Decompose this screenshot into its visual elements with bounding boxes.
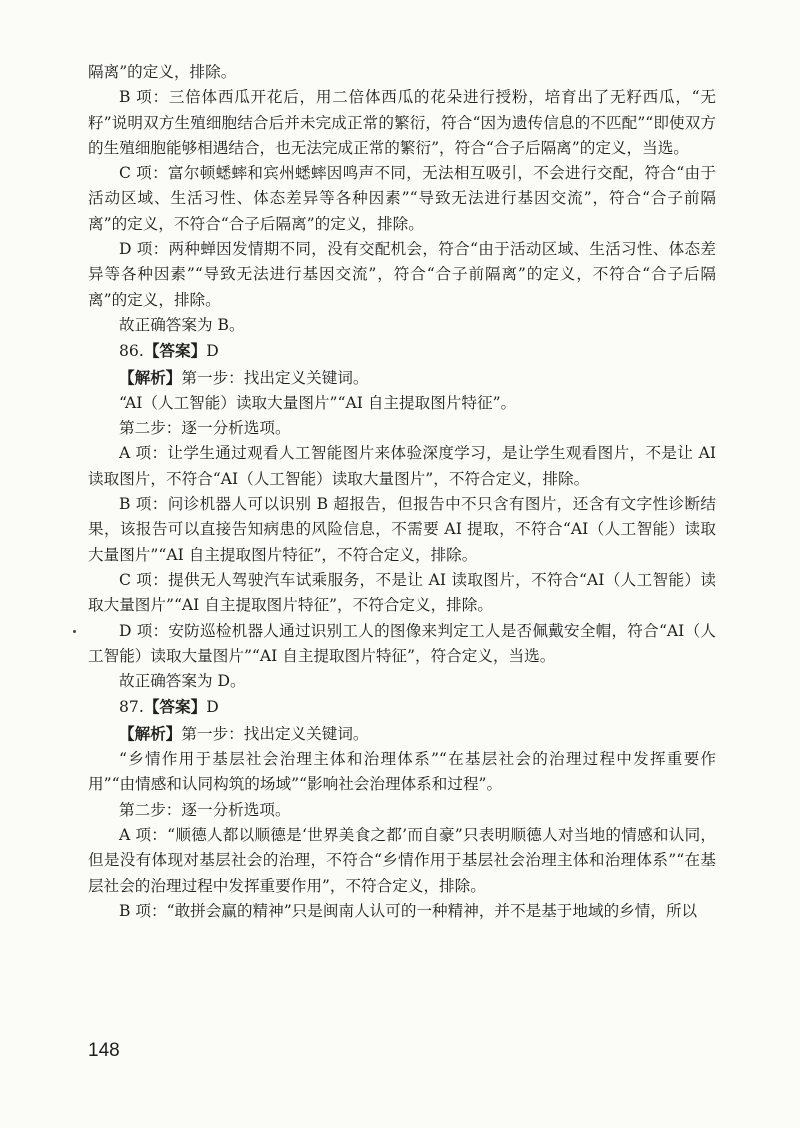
paragraph: B 项：“敢拼会赢的精神”只是闽南人认可的一种精神，并不是基于地域的乡情，所以 [119, 901, 698, 920]
scan-speck [73, 630, 76, 633]
analysis-heading [88, 721, 716, 747]
answer-heading-87 [88, 694, 716, 720]
paragraph: C 项：提供无人驾驶汽车试乘服务，不是让 AI 读取图片，不符合“AI（人工智能）读取大量图片”“AI 自主提取图片特征”，不符合定义，排除。 [88, 570, 716, 615]
analysis-text: 第一步：找出定义关键词。 [181, 724, 369, 743]
question-number: 87. [119, 698, 144, 717]
paragraph: “AI（人工智能）读取大量图片”“AI 自主提取图片特征”。 [119, 393, 517, 412]
answer-heading-86 [88, 338, 716, 364]
paragraph: C 项：富尔顿蟋蟀和宾州蟋蟀因鸣声不同，无法相互吸引，不会进行交配，符合“由于活动区域、生活习性、体态差异等各种因素”“导致无法进行基因交流”，符合“合子前隔离”的定义，不符合“合子后隔离”的定义，排除。 [88, 164, 716, 233]
paragraph: A 项：“顺德人都以顺德是‘世界美食之都’而自豪”只表明顺德人对当地的情感和认同，但是没有体现对基层社会的治理，不符合“乡情作用于基层社会治理主体和治理体系”“在基层社会的治理过程中发挥重要作用”，不符合定义，排除。 [88, 825, 716, 895]
paragraph: 第二步：逐一分析选项。 [119, 800, 291, 819]
paragraph: B 项：问诊机器人可以识别 B 超报告，但报告中不只含有图片，还含有文字性诊断结果，该报告可以直接告知病患的风险信息，不需要 AI 提取，不符合“AI（人工智能）读取大量图片”“AI 自主提取图片特征”，不符合定义，排除。 [88, 495, 716, 564]
analysis-label: 【解析】 [119, 723, 182, 743]
paragraph: A 项：让学生通过观看人工智能图片来体验深度学习，是让学生观看图片，不是让 AI 读取图片，不符合“AI（人工智能）读取大量图片”，不符合定义，排除。 [88, 444, 716, 488]
answer-value: D [206, 698, 219, 717]
page-number: 148 [88, 1040, 120, 1061]
analysis-heading [88, 365, 716, 391]
paragraph: D 项：安防巡检机器人通过识别工人的图像来判定工人是否佩戴安全帽，符合“AI（人工智能）读取大量图片”“AI 自主提取图片特征”，符合定义，当选。 [88, 621, 716, 665]
question-number: 86. [119, 342, 144, 361]
paragraph: “乡情作用于基层社会治理主体和治理体系”“在基层社会的治理过程中发挥重要作用”“由情感和认同构筑的场域”“影响社会治理体系和过程”。 [88, 750, 716, 794]
answer-label: 【答案】 [143, 697, 207, 717]
paragraph: 故正确答案为 B。 [119, 315, 245, 334]
page-content [88, 60, 716, 924]
answer-label: 【答案】 [143, 341, 207, 361]
paragraph: 隔离”的定义，排除。 [88, 63, 237, 81]
answer-value: D [206, 342, 219, 361]
paragraph: 第二步：逐一分析选项。 [119, 419, 291, 438]
paragraph: 故正确答案为 D。 [119, 672, 246, 691]
analysis-label: 【解析】 [119, 367, 182, 387]
paragraph: D 项：两种蝉因发情期不同，没有交配机会，符合“由于活动区域、生活习性、体态差异等各种因素”“导致无法进行基因交流”，符合“合子前隔离”的定义，不符合“合子后隔离”的定义，排除。 [88, 240, 716, 309]
analysis-text: 第一步：找出定义关键词。 [181, 368, 369, 387]
paragraph: B 项：三倍体西瓜开花后，用二倍体西瓜的花朵进行授粉，培育出了无籽西瓜，“无籽”说明双方生殖细胞结合后并未完成正常的繁衍，符合“因为遗传信息的不匹配”“即使双方的生殖细胞能够相遇结合，也无法完成正常的繁衍”，符合“合子后隔离”的定义，当选。 [88, 88, 716, 157]
